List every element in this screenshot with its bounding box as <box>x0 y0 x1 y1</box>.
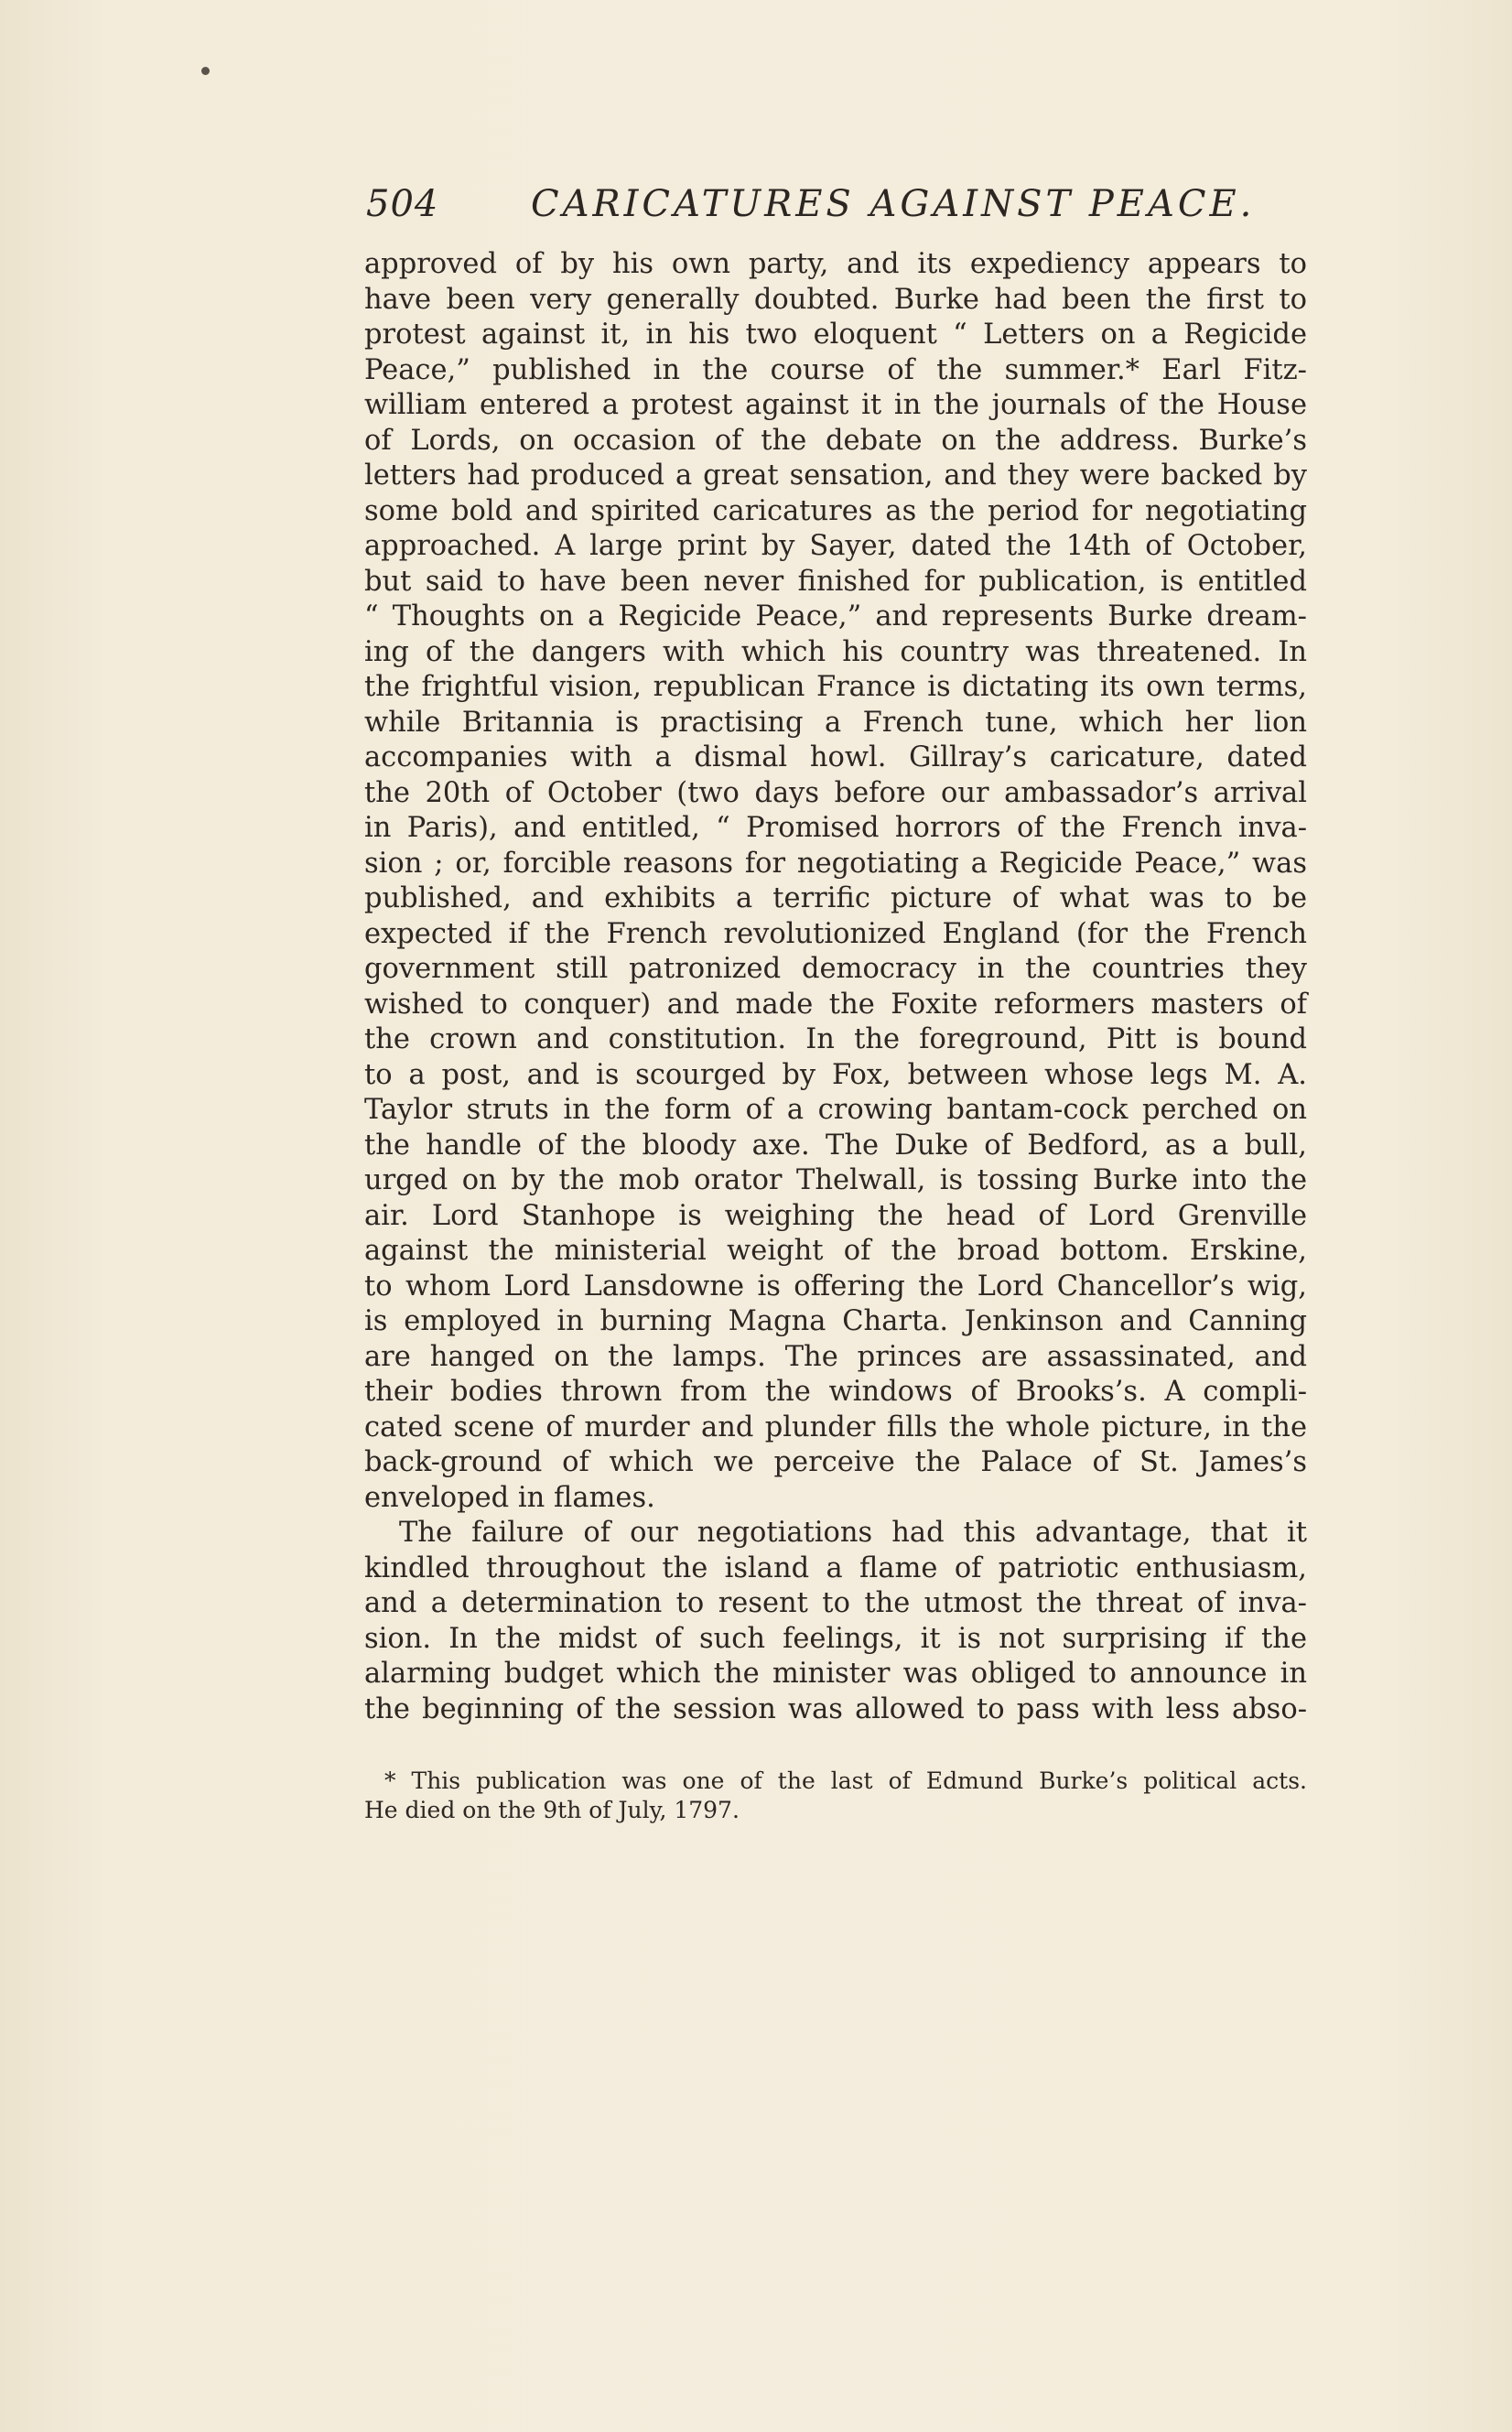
text-line: are hanged on the lamps. The princes are assassinated, and <box>364 1340 1307 1373</box>
text-line: while Britannia is practising a French tune, which her lion <box>364 706 1307 739</box>
text-line: of Lords, on occasion of the debate on the address. Burke’s <box>364 424 1307 457</box>
text-line: accompanies with a dismal howl. Gillray’s caricature, dated <box>364 741 1307 773</box>
text-line: alarming budget which the minister was obliged to announce in <box>364 1658 1307 1690</box>
text-line: is employed in burning Magna Charta. Jenkinson and Canning <box>364 1305 1307 1337</box>
text-line: in Paris), and entitled, “ Promised horrors of the French inva- <box>364 812 1307 844</box>
text-line: william entered a protest against it in the journals of the House <box>364 389 1307 421</box>
footnote <box>364 1767 1307 1825</box>
text-line: letters had produced a great sensation, and they were backed by <box>364 459 1307 492</box>
text-line: the handle of the bloody axe. The Duke of Bedford, as a bull, <box>364 1129 1307 1162</box>
text-line: ing of the dangers with which his country was threatened. In <box>364 635 1307 668</box>
text-line: The failure of our negotiations had this advantage, that it <box>399 1517 1307 1549</box>
text-line: but said to have been never finished for publication, is entitled <box>364 565 1307 598</box>
text-line: their bodies thrown from the windows of Brooks’s. A compli- <box>364 1376 1307 1408</box>
page-number: 504 <box>366 183 439 225</box>
text-line: and a determination to resent to the utmost the threat of inva- <box>364 1587 1307 1619</box>
footnote-line: * This publication was one of the last of Edmund Burke’s political acts. <box>384 1767 1307 1794</box>
text-line: the crown and constitution. In the foreground, Pitt is bound <box>364 1023 1307 1055</box>
running-title: CARICATURES AGAINST PEACE. <box>531 183 1256 225</box>
page-header <box>366 183 1309 238</box>
text-line: sion ; or, forcible reasons for negotiating a Regicide Peace,” was <box>364 847 1307 880</box>
text-line: the frightful vision, republican France is dictating its own terms, <box>364 671 1307 703</box>
text-line: the beginning of the session was allowed to pass with less abso- <box>364 1692 1307 1725</box>
stray-ink-mark <box>201 67 210 75</box>
text-line: expected if the French revolutionized England (for the French <box>364 917 1307 950</box>
text-line: “ Thoughts on a Regicide Peace,” and represents Burke dream- <box>364 600 1307 632</box>
text-line: government still patronized democracy in the countries they <box>364 953 1307 985</box>
text-line: approached. A large print by Sayer, dated the 14th of October, <box>364 530 1307 562</box>
text-line: some bold and spirited caricatures as the period for negotiating <box>364 494 1307 527</box>
text-line: urged on by the mob orator Thelwall, is tossing Burke into the <box>364 1164 1307 1196</box>
text-line: back-ground of which we perceive the Palace of St. James’s <box>364 1446 1307 1478</box>
text-line: enveloped in flames. <box>364 1481 655 1514</box>
text-line: cated scene of murder and plunder fills the whole picture, in the <box>364 1411 1307 1443</box>
text-line: protest against it, in his two eloquent “ Letters on a Regicide <box>364 319 1307 351</box>
text-line: air. Lord Stanhope is weighing the head of Lord Grenville <box>364 1199 1307 1232</box>
text-line: against the ministerial weight of the broad bottom. Erskine, <box>364 1235 1307 1267</box>
text-line: approved of by his own party, and its expediency appears to <box>364 248 1307 280</box>
text-line: sion. In the midst of such feelings, it is not surprising if the <box>364 1622 1307 1655</box>
body-text <box>364 247 1307 1727</box>
text-line: wished to conquer) and made the Foxite reformers masters of <box>364 988 1307 1021</box>
text-line: the 20th of October (two days before our ambassador’s arrival <box>364 776 1307 809</box>
text-line: published, and exhibits a terrific picture of what was to be <box>364 882 1307 914</box>
text-line: kindled throughout the island a flame of patriotic enthusiasm, <box>364 1551 1307 1584</box>
text-line: to whom Lord Lansdowne is offering the Lord Chancellor’s wig, <box>364 1270 1307 1302</box>
text-line: Peace,” published in the course of the summer.* Earl Fitz- <box>364 353 1307 386</box>
text-line: to a post, and is scourged by Fox, between whose legs M. A. <box>364 1058 1307 1091</box>
text-line: have been very generally doubted. Burke had been the first to <box>364 283 1307 316</box>
text-line: Taylor struts in the form of a crowing bantam-cock perched on <box>364 1094 1307 1126</box>
footnote-line: He died on the 9th of July, 1797. <box>364 1797 740 1823</box>
